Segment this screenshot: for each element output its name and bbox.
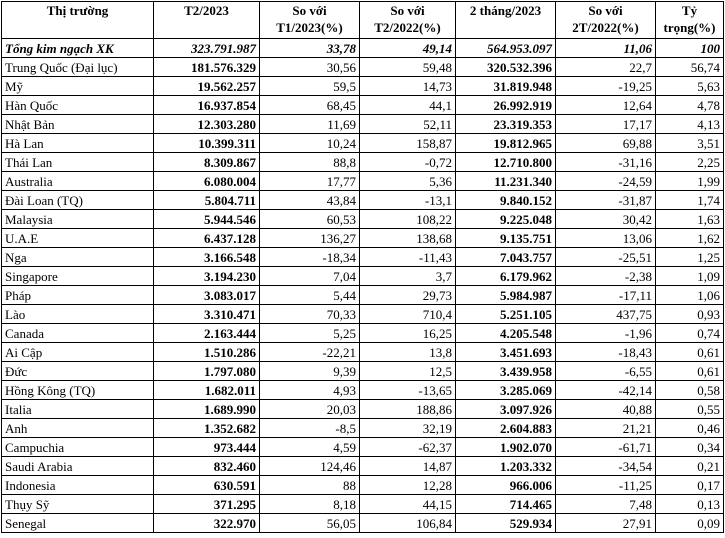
cell-market: Ai Cập [2,343,154,362]
table-row [2,495,724,514]
cell-share: 1,62 [656,229,724,248]
cell-feb-2023: 630.591 [154,476,260,495]
cell-vs-2m-2022: -24,59 [556,172,656,191]
cell-feb-2023: 973.444 [154,438,260,457]
cell-feb-2023: 3.310.471 [154,305,260,324]
cell-feb-2023: 6.080.004 [154,172,260,191]
cell-feb-2023: 8.309.867 [154,153,260,172]
cell-vs-2m-2022: -2,38 [556,267,656,286]
cell-vs-feb-2022: 158,87 [360,134,456,153]
cell-vs-feb-2022: 16,25 [360,324,456,343]
cell-market: Hà Lan [2,134,154,153]
cell-2-months-2023: 714.465 [456,495,556,514]
cell-vs-jan-2023: 5,25 [260,324,360,343]
cell-feb-2023: 5.804.711 [154,191,260,210]
cell-2-months-2023: 1.902.070 [456,438,556,457]
cell-market: Australia [2,172,154,191]
cell-2-months-2023: 2.604.883 [456,419,556,438]
cell-vs-jan-2023: 136,27 [260,229,360,248]
cell-share: 56,74 [656,58,724,77]
cell-vs-2m-2022: -6,55 [556,362,656,381]
header-vs-2m-2022: So với 2T/2022(%) [556,2,656,39]
table-row [2,58,724,77]
total-label: Tổng kim ngạch XK [2,39,154,58]
cell-2-months-2023: 4.205.548 [456,324,556,343]
cell-vs-feb-2022: 14,87 [360,457,456,476]
cell-vs-feb-2022: 29,73 [360,286,456,305]
cell-feb-2023: 5.944.546 [154,210,260,229]
cell-vs-2m-2022: 12,64 [556,96,656,115]
cell-feb-2023: 1.510.286 [154,343,260,362]
cell-share: 1,06 [656,286,724,305]
cell-market: Nga [2,248,154,267]
table-row [2,514,724,533]
cell-vs-2m-2022: 27,91 [556,514,656,533]
cell-market: Trung Quốc (Đại lục) [2,58,154,77]
cell-share: 0,09 [656,514,724,533]
cell-market: Hàn Quốc [2,96,154,115]
cell-vs-feb-2022: 12,5 [360,362,456,381]
table-row [2,248,724,267]
cell-feb-2023: 1.689.990 [154,400,260,419]
table-row [2,153,724,172]
cell-market: Indonesia [2,476,154,495]
cell-vs-2m-2022: -11,25 [556,476,656,495]
header-vs-jan-2023: So với T1/2023(%) [260,2,360,39]
cell-feb-2023: 371.295 [154,495,260,514]
cell-vs-feb-2022: 52,11 [360,115,456,134]
cell-vs-jan-2023: 5,44 [260,286,360,305]
cell-2-months-2023: 3.285.069 [456,381,556,400]
cell-market: Senegal [2,514,154,533]
cell-share: 0,61 [656,362,724,381]
table-row [2,362,724,381]
cell-vs-feb-2022: 108,22 [360,210,456,229]
cell-2-months-2023: 529.934 [456,514,556,533]
cell-feb-2023: 19.562.257 [154,77,260,96]
header-share: Tỷ trọng(%) [656,2,724,39]
cell-share: 0,58 [656,381,724,400]
cell-market: Malaysia [2,210,154,229]
cell-vs-feb-2022: 59,48 [360,58,456,77]
cell-market: Đài Loan (TQ) [2,191,154,210]
cell-market: Lào [2,305,154,324]
cell-2-months-2023: 5.251.105 [456,305,556,324]
cell-market: Campuchia [2,438,154,457]
header-market: Thị trường [2,2,154,39]
cell-market: Saudi Arabia [2,457,154,476]
table-row [2,191,724,210]
cell-market: U.A.E [2,229,154,248]
cell-vs-2m-2022: 17,17 [556,115,656,134]
cell-share: 0,46 [656,419,724,438]
cell-vs-feb-2022: 188,86 [360,400,456,419]
cell-vs-2m-2022: -19,25 [556,77,656,96]
cell-vs-feb-2022: 710,4 [360,305,456,324]
cell-vs-2m-2022: 437,75 [556,305,656,324]
cell-share: 4,78 [656,96,724,115]
cell-vs-jan-2023: 59,5 [260,77,360,96]
cell-share: 0,17 [656,476,724,495]
cell-2-months-2023: 5.984.987 [456,286,556,305]
cell-share: 3,51 [656,134,724,153]
cell-feb-2023: 832.460 [154,457,260,476]
cell-vs-jan-2023: -22,21 [260,343,360,362]
cell-vs-jan-2023: 9,39 [260,362,360,381]
cell-vs-jan-2023: 88 [260,476,360,495]
cell-vs-2m-2022: 22,7 [556,58,656,77]
cell-2-months-2023: 3.439.958 [456,362,556,381]
cell-vs-jan-2023: 88,8 [260,153,360,172]
cell-vs-jan-2023: 10,24 [260,134,360,153]
cell-feb-2023: 12.303.280 [154,115,260,134]
cell-vs-jan-2023: 7,04 [260,267,360,286]
cell-vs-feb-2022: 13,8 [360,343,456,362]
cell-vs-2m-2022: -31,16 [556,153,656,172]
cell-share: 1,09 [656,267,724,286]
header-feb-2023: T2/2023 [154,2,260,39]
cell-feb-2023: 3.083.017 [154,286,260,305]
total-vs-2m-2022: 11,06 [556,39,656,58]
table-row [2,286,724,305]
table-row [2,210,724,229]
cell-vs-jan-2023: 43,84 [260,191,360,210]
export-market-table [1,1,724,533]
cell-vs-jan-2023: 68,45 [260,96,360,115]
cell-2-months-2023: 9.840.152 [456,191,556,210]
cell-market: Thái Lan [2,153,154,172]
cell-vs-feb-2022: 138,68 [360,229,456,248]
cell-2-months-2023: 31.819.948 [456,77,556,96]
cell-vs-feb-2022: 3,7 [360,267,456,286]
table-row [2,96,724,115]
cell-vs-2m-2022: -42,14 [556,381,656,400]
table-row [2,400,724,419]
cell-vs-2m-2022: 13,06 [556,229,656,248]
cell-2-months-2023: 23.319.353 [456,115,556,134]
cell-feb-2023: 1.797.080 [154,362,260,381]
cell-share: 1,74 [656,191,724,210]
cell-market: Hồng Kông (TQ) [2,381,154,400]
cell-vs-jan-2023: 56,05 [260,514,360,533]
cell-share: 0,93 [656,305,724,324]
cell-vs-feb-2022: 5,36 [360,172,456,191]
header-vs-feb-2022: So với T2/2022(%) [360,2,456,39]
total-vs-feb-2022: 49,14 [360,39,456,58]
table-row [2,476,724,495]
cell-share: 0,74 [656,324,724,343]
cell-vs-jan-2023: 30,56 [260,58,360,77]
cell-vs-jan-2023: 4,93 [260,381,360,400]
cell-vs-feb-2022: 14,73 [360,77,456,96]
cell-share: 0,61 [656,343,724,362]
cell-2-months-2023: 6.179.962 [456,267,556,286]
cell-vs-feb-2022: -0,72 [360,153,456,172]
cell-2-months-2023: 9.225.048 [456,210,556,229]
total-row [2,39,724,58]
cell-vs-2m-2022: -18,43 [556,343,656,362]
cell-market: Pháp [2,286,154,305]
cell-share: 0,13 [656,495,724,514]
table-row [2,267,724,286]
cell-share: 0,21 [656,457,724,476]
cell-vs-jan-2023: 4,59 [260,438,360,457]
cell-feb-2023: 6.437.128 [154,229,260,248]
cell-market: Italia [2,400,154,419]
cell-vs-jan-2023: 17,77 [260,172,360,191]
cell-2-months-2023: 1.203.332 [456,457,556,476]
cell-vs-jan-2023: -18,34 [260,248,360,267]
table-row [2,438,724,457]
cell-vs-2m-2022: 40,88 [556,400,656,419]
cell-share: 0,55 [656,400,724,419]
cell-vs-feb-2022: 106,84 [360,514,456,533]
cell-feb-2023: 3.194.230 [154,267,260,286]
cell-feb-2023: 1.352.682 [154,419,260,438]
total-share: 100 [656,39,724,58]
cell-2-months-2023: 3.451.693 [456,343,556,362]
cell-feb-2023: 10.399.311 [154,134,260,153]
table-row [2,115,724,134]
table-row [2,229,724,248]
cell-vs-2m-2022: -25,51 [556,248,656,267]
cell-vs-2m-2022: -1,96 [556,324,656,343]
cell-vs-feb-2022: 32,19 [360,419,456,438]
cell-vs-2m-2022: 7,48 [556,495,656,514]
cell-vs-2m-2022: 69,88 [556,134,656,153]
cell-share: 1,63 [656,210,724,229]
total-feb-2023: 323.791.987 [154,39,260,58]
cell-market: Thụy Sỹ [2,495,154,514]
cell-market: Singapore [2,267,154,286]
total-vs-jan-2023: 33,78 [260,39,360,58]
cell-market: Canada [2,324,154,343]
cell-vs-jan-2023: 60,53 [260,210,360,229]
cell-vs-jan-2023: 11,69 [260,115,360,134]
cell-feb-2023: 16.937.854 [154,96,260,115]
cell-vs-feb-2022: -62,37 [360,438,456,457]
cell-vs-2m-2022: -17,11 [556,286,656,305]
cell-share: 1,99 [656,172,724,191]
cell-2-months-2023: 7.043.757 [456,248,556,267]
cell-share: 5,63 [656,77,724,96]
table-row [2,381,724,400]
table-row [2,343,724,362]
cell-share: 2,25 [656,153,724,172]
cell-vs-jan-2023: 124,46 [260,457,360,476]
cell-vs-feb-2022: 44,1 [360,96,456,115]
table-row [2,305,724,324]
cell-feb-2023: 1.682.011 [154,381,260,400]
cell-vs-feb-2022: -11,43 [360,248,456,267]
cell-feb-2023: 3.166.548 [154,248,260,267]
cell-vs-jan-2023: 20,03 [260,400,360,419]
table-row [2,419,724,438]
cell-vs-jan-2023: 70,33 [260,305,360,324]
cell-2-months-2023: 26.992.919 [456,96,556,115]
cell-2-months-2023: 19.812.965 [456,134,556,153]
cell-market: Anh [2,419,154,438]
cell-share: 1,25 [656,248,724,267]
cell-2-months-2023: 3.097.926 [456,400,556,419]
cell-share: 4,13 [656,115,724,134]
cell-vs-feb-2022: -13,65 [360,381,456,400]
cell-vs-jan-2023: -8,5 [260,419,360,438]
cell-vs-2m-2022: 21,21 [556,419,656,438]
cell-feb-2023: 2.163.444 [154,324,260,343]
cell-vs-feb-2022: -13,1 [360,191,456,210]
cell-vs-feb-2022: 44,15 [360,495,456,514]
cell-2-months-2023: 9.135.751 [456,229,556,248]
table-row [2,324,724,343]
header-2-months-2023: 2 tháng/2023 [456,2,556,39]
table-row [2,134,724,153]
total-2-months-2023: 564.953.097 [456,39,556,58]
header-row [2,2,724,39]
cell-feb-2023: 322.970 [154,514,260,533]
cell-vs-2m-2022: 30,42 [556,210,656,229]
cell-2-months-2023: 966.006 [456,476,556,495]
table-row [2,457,724,476]
cell-market: Đức [2,362,154,381]
cell-vs-2m-2022: -34,54 [556,457,656,476]
cell-vs-2m-2022: -31,87 [556,191,656,210]
cell-share: 0,34 [656,438,724,457]
cell-2-months-2023: 12.710.800 [456,153,556,172]
table-row [2,77,724,96]
cell-market: Mỹ [2,77,154,96]
cell-market: Nhật Bản [2,115,154,134]
cell-2-months-2023: 11.231.340 [456,172,556,191]
cell-vs-feb-2022: 12,28 [360,476,456,495]
cell-vs-2m-2022: -61,71 [556,438,656,457]
cell-vs-jan-2023: 8,18 [260,495,360,514]
cell-2-months-2023: 320.532.396 [456,58,556,77]
table-row [2,172,724,191]
cell-feb-2023: 181.576.329 [154,58,260,77]
